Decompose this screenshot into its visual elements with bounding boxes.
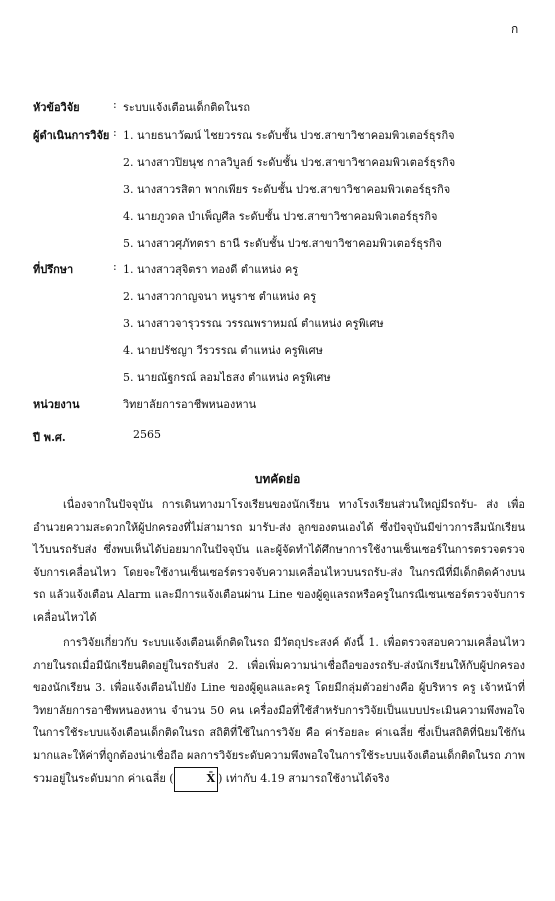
researcher-item: 1. นายธนาวัฒน์ ไชยวรรณ ระดับชั้น ปวช.สาขาวิชาคอมพิวเตอร์ธุรกิจ [123,129,455,142]
advisors-label: ที่ปรึกษา [33,263,74,276]
paragraph-text-part: การวิจัยเกี่ยวกับ ระบบแจ้งเตือนเด็กติดในรถ มีวัตถุประสงค์ ดังนี้ 1. เพื่อตรวจสอบความเคลื่อนไหวภายในรถเมื่อมีนักเรียนติดอยู่ในรถรับส่ง 2. เพื่อเพิ่มความน่าเชื่อถือของรถรับ-ส่งนักเรียนให้กับผู้ปกครองของนักเรียน 3. เพื่อแจ้งเตือนไปยัง Line ของผู้ดูแลและครู โดยมีกลุ่มตัวอย่างคือ ผู้บริหาร ครู เจ้าหน้าที่วิทยาลัยการอาชีพหนองหาน จำนวน 50 คน เครื่องมือที่ใช้สำหรับการวิจัยเป็นแบบประเมินความพึงพอใจในการใช้ระบบแจ้งเตือนเด็กติดในรถ สถิติที่ใช้ในการวิจัย คือ ค่าร้อยละ ค่าเฉลี่ย ซึ่งเป็นสถิติที่นิยมใช้กันมากและให้ค่าที่ถูกต้องน่าเชื่อถือ ผลการวิจัยระดับความพึงพอใจในการใช้ระบบแจ้งเตือนเด็กติดในรถ ภาพรวมอยู่ในระดับมาก ค่าเฉลี่ย ( [33,636,525,785]
page-number: ก [511,22,519,36]
agency-label: หน่วยงาน [33,398,80,411]
abstract-paragraph-1 [33,494,525,629]
paragraph-text [33,632,525,792]
colon: : [113,98,117,111]
topic-value: ระบบแจ้งเตือนเด็กติดในรถ [123,101,251,114]
advisor-item: 5. นายณัฐกรณ์ ลอมไธสง ตำแหน่ง ครูพิเศษ [123,371,331,384]
year-value: 2565 [133,428,161,441]
researcher-item: 2. นางสาวปิยนุช กาลวิบูลย์ ระดับชั้น ปวช.สาขาวิชาคอมพิวเตอร์ธุรกิจ [123,156,456,169]
paragraph-text: เนื่องจากในปัจจุบัน การเดินทางมาโรงเรียนของนักเรียน ทางโรงเรียนส่วนใหญ่มีรถรับ- ส่ง เพื่ออำนวยความสะดวกให้ผู้ปกครองที่ไม่สามารถ มารับ-ส่ง ลูกของตนเองได้ ซึ่งปัจจุบันมีข่าวการลืมนักเรียนไว้บนรถรับส่ง ซึ่งพบเห็นได้บ่อยมากในปัจจุบัน และผู้จัดทำได้ศึกษาการใช้งานเซ็นเซอร์ในการตรวจตรวจจับการเคลื่อนไหว โดยจะใช้งานเซ็นเซอร์ตรวจจับความเคลื่อนไหวบนรถรับ-ส่ง ในกรณีที่มีเด็กติดค้างบนรถ แล้วแจ้งเตือน Alarm และมีการแจ้งเตือนผ่าน Line ของผู้ดูแลรถหรือครูในกรณีเซนเซอร์ตรวจจับการเคลื่อนไหวได้ [33,498,525,624]
paragraph-text-part: ) เท่ากับ 4.19 สามารถใช้งานได้จริง [218,772,390,785]
researcher-item: 5. นางสาวศุภัทตรา ธานี ระดับชั้น ปวช.สาขาวิชาคอมพิวเตอร์ธุรกิจ [123,237,442,250]
colon: : [113,126,117,139]
topic-label: หัวข้อวิจัย [33,101,80,114]
colon: : [113,260,117,273]
advisor-item: 2. นางสาวกาญจนา หนูราช ตำแหน่ง ครู [123,290,317,303]
advisor-item: 1. นางสาวสุจิตรา ทองดี ตำแหน่ง ครู [123,263,299,276]
abstract-title: บทคัดย่อ [254,472,301,486]
mean-symbol: X̄ [174,767,219,792]
agency-value: วิทยาลัยการอาชีพหนองหาน [123,398,257,411]
abstract-paragraph-2 [33,632,525,792]
researchers-label: ผู้ดำเนินการวิจัย [33,129,110,142]
advisor-item: 3. นางสาวจารุวรรณ วรรณพราหมณ์ ตำแหน่ง ครูพิเศษ [123,317,384,330]
researcher-item: 3. นางสาวรสิตา พากเพียร ระดับชั้น ปวช.สาขาวิชาคอมพิวเตอร์ธุรกิจ [123,183,451,196]
researcher-item: 4. นายภูวดล บำเพ็ญศีล ระดับชั้น ปวช.สาขาวิชาคอมพิวเตอร์ธุรกิจ [123,210,438,223]
advisor-item: 4. นายปรัชญา วีรวรรณ ตำแหน่ง ครูพิเศษ [123,344,323,357]
year-label: ปี พ.ศ. [33,431,66,444]
